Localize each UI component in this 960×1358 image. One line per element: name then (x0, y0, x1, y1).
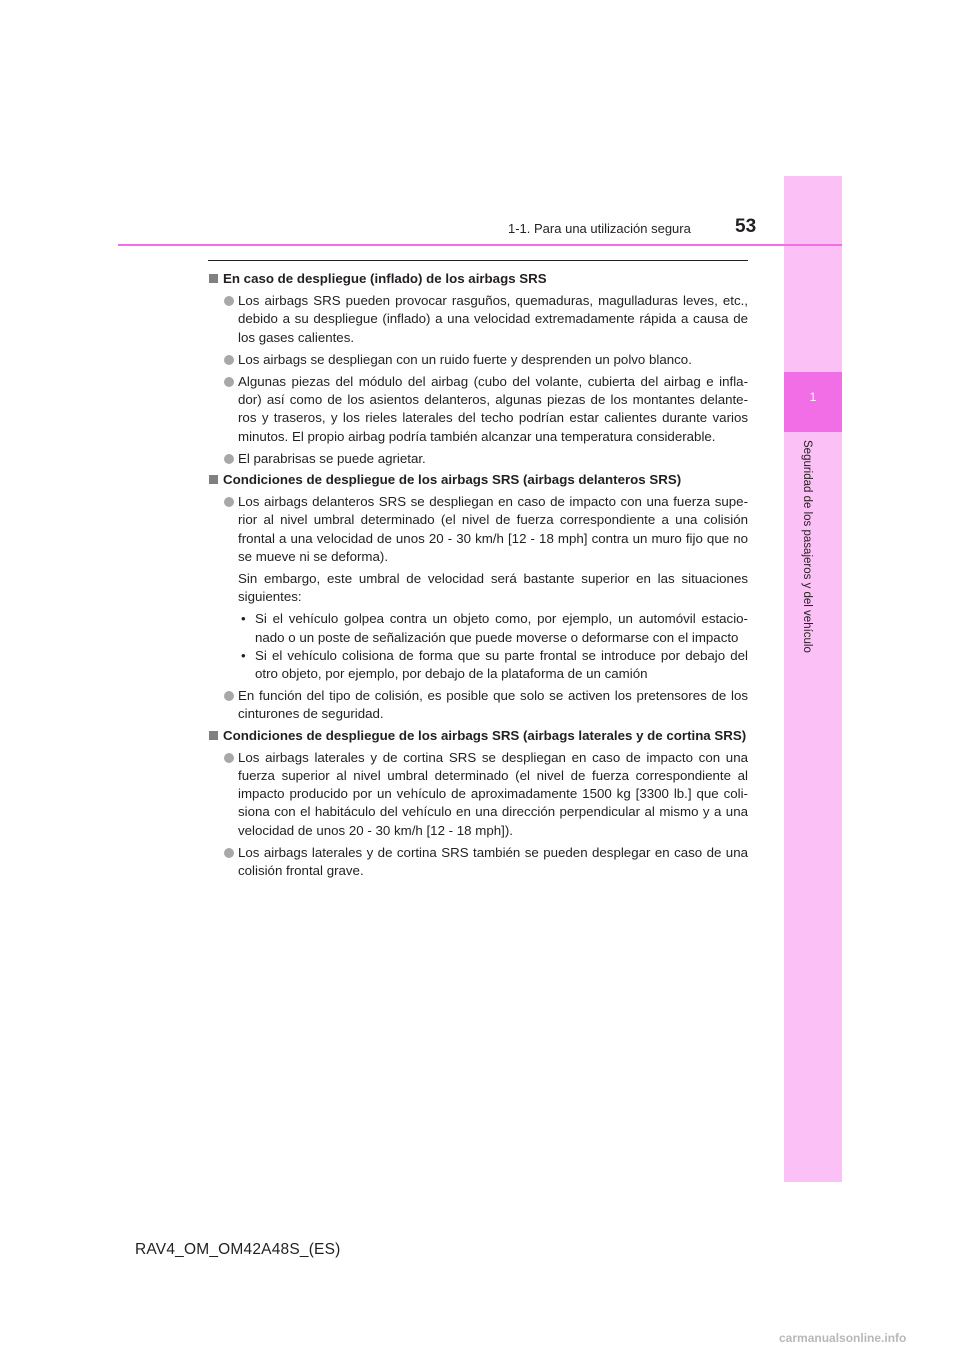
heading-text: Condiciones de despliegue de los airbags SRS (airbags delanteros SRS) (223, 472, 682, 488)
watermark: carmanualsonline.info (779, 1331, 907, 1345)
page-number: 53 (735, 216, 757, 237)
heading-front-airbags (208, 471, 748, 489)
sub-bullet-item (208, 647, 748, 683)
circle-bullet-icon (224, 355, 234, 365)
content-top-rule (208, 260, 748, 261)
bullet-text: En función del tipo de colisión, es posible que solo se activen los pretensores de los cinturones de seguridad. (238, 688, 748, 722)
circle-bullet-icon (224, 753, 234, 763)
square-bullet-icon (209, 731, 218, 740)
bullet-item (208, 450, 748, 468)
bullet-text: Los airbags laterales y de cortina SRS se despliegan en caso de impacto con una fuerza superior al nivel umbral determinado (el nivel de fuerza correspondiente al impacto producido por un vehículo de aproximadamente 1500 kg [3300 lb.] que coli-siona con el habitáculo del vehículo en una dirección perpendicular al mismo y a una velocidad de unos 20 - 30 km/h [12 - 18 mph]). (238, 749, 748, 838)
sub-bullet-text: Si el vehículo golpea contra un objeto como, por ejemplo, un automóvil estacio-nado o un poste de señalización que puede moverse o deformarse con el impacto (255, 611, 748, 645)
circle-bullet-icon (224, 296, 234, 306)
sub-bullet-text: Si el vehículo colisiona de forma que su parte frontal se introduce por debajo del otro objeto, por ejemplo, por debajo de la plataforma de un camión (255, 647, 748, 682)
heading-text: En caso de despliegue (inflado) de los airbags SRS (223, 271, 547, 286)
bullet-item (208, 844, 748, 880)
bullet-item (208, 687, 748, 723)
sub-bullet-marker: • (241, 611, 246, 627)
square-bullet-icon (209, 274, 218, 283)
circle-bullet-icon (224, 848, 234, 858)
bullet-item (208, 493, 748, 566)
bullet-item (208, 373, 748, 446)
bullet-item (208, 292, 748, 347)
circle-bullet-icon (224, 454, 234, 464)
square-bullet-icon (209, 475, 218, 484)
heading-deployment (208, 270, 748, 288)
bullet-text: Los airbags delanteros SRS se despliegan en caso de impacto con una fuerza supe-rior al nivel umbral determinado (el nivel de fuerza correspondiente a una colisión frontal a una velocidad de unos 20 - 30 km/h [12 - 18 mph] contra un muro fijo que no se mueve ni se deforma). (238, 494, 748, 564)
circle-bullet-icon (224, 377, 234, 387)
heading-side-curtain-airbags (208, 727, 748, 745)
chapter-sidebar (784, 176, 842, 1182)
header-divider (118, 244, 842, 246)
heading-text: Condiciones de despliegue de los airbags SRS (airbags laterales y de cortina SRS) (223, 727, 747, 743)
bullet-text: Algunas piezas del módulo del airbag (cubo del volante, cubierta del airbag e infla-dor) así como de los asientos delanteros, algunas piezas de los montantes delante-ros y traseros, y los rieles laterales del techo podrían estar calientes durante varios minutos. El propio airbag podría también alcanzar una temperatura considerable. (238, 374, 748, 444)
circle-bullet-icon (224, 691, 234, 701)
bullet-text: Los airbags laterales y de cortina SRS también se pueden desplegar en caso de una colisión frontal grave. (238, 844, 748, 879)
bullet-item (208, 351, 748, 369)
document-id: RAV4_OM_OM42A48S_(ES) (135, 1241, 341, 1258)
section-title: 1-1. Para una utilización segura (508, 221, 691, 236)
page-content (208, 267, 748, 880)
paragraph: Sin embargo, este umbral de velocidad será bastante superior en las situaciones siguientes: (238, 571, 748, 605)
bullet-text: El parabrisas se puede agrietar. (238, 450, 426, 466)
chapter-title-text: Seguridad de los pasajeros y del vehículo (801, 440, 813, 653)
bullet-item (208, 749, 748, 840)
circle-bullet-icon (224, 497, 234, 507)
chapter-number: 1 (809, 390, 817, 404)
sub-bullet-marker: • (241, 647, 246, 663)
sub-bullet-item (208, 610, 748, 646)
bullet-text: Los airbags se despliegan con un ruido fuerte y desprenden un polvo blanco. (238, 351, 692, 367)
bullet-text: Los airbags SRS pueden provocar rasguños, quemaduras, magulladuras leves, etc., debido a su despliegue (inflado) a una velocidad extremadamente rápida a causa de los gases calientes. (238, 293, 748, 345)
